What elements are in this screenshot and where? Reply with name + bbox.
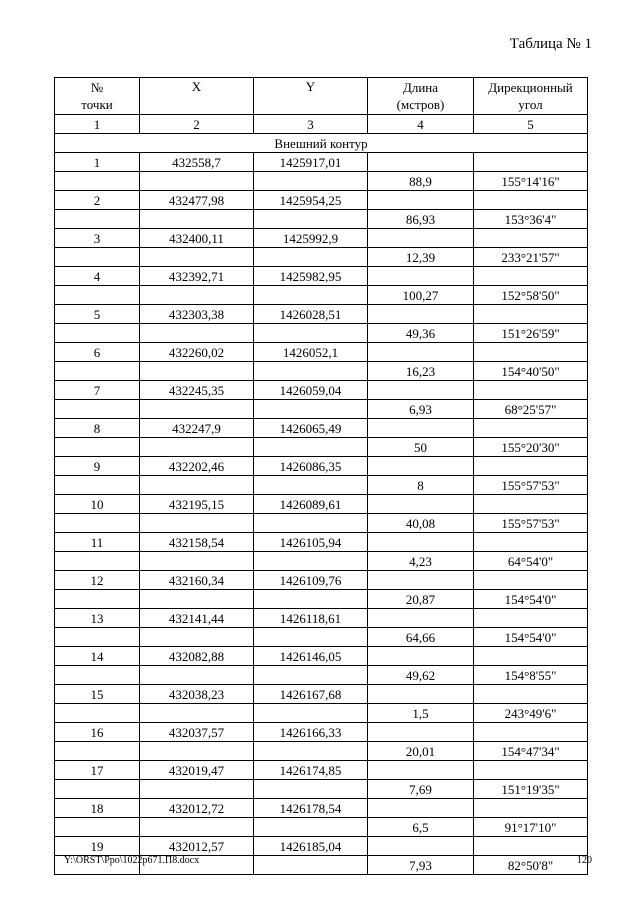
point-number: 1 bbox=[55, 153, 140, 172]
empty-angle bbox=[474, 685, 588, 704]
empty-number bbox=[55, 742, 140, 761]
empty-length bbox=[368, 229, 474, 248]
segment-length: 12,39 bbox=[368, 248, 474, 267]
point-row bbox=[55, 685, 588, 704]
coord-y: 1426166,33 bbox=[254, 723, 368, 742]
empty-x bbox=[140, 248, 254, 267]
empty-angle bbox=[474, 609, 588, 628]
empty-length bbox=[368, 761, 474, 780]
coord-x: 432400,11 bbox=[140, 229, 254, 248]
column-numbers-row bbox=[55, 115, 588, 134]
empty-number bbox=[55, 172, 140, 191]
empty-y bbox=[254, 210, 368, 229]
segment-length: 7,93 bbox=[368, 856, 474, 875]
segment-row bbox=[55, 742, 588, 761]
empty-angle bbox=[474, 191, 588, 210]
segment-angle: 154°40'50" bbox=[474, 362, 588, 381]
point-row bbox=[55, 609, 588, 628]
coord-y: 1426118,61 bbox=[254, 609, 368, 628]
empty-length bbox=[368, 153, 474, 172]
coord-x: 432141,44 bbox=[140, 609, 254, 628]
coord-x: 432245,35 bbox=[140, 381, 254, 400]
point-row bbox=[55, 381, 588, 400]
segment-angle: 154°54'0" bbox=[474, 590, 588, 609]
point-row bbox=[55, 419, 588, 438]
header-row bbox=[55, 78, 588, 115]
segment-length: 4,23 bbox=[368, 552, 474, 571]
empty-length bbox=[368, 419, 474, 438]
coord-y: 1425982,95 bbox=[254, 267, 368, 286]
empty-y bbox=[254, 286, 368, 305]
point-row bbox=[55, 571, 588, 590]
empty-x bbox=[140, 172, 254, 191]
empty-length bbox=[368, 609, 474, 628]
empty-number bbox=[55, 818, 140, 837]
coord-x: 432038,23 bbox=[140, 685, 254, 704]
segment-length: 6,93 bbox=[368, 400, 474, 419]
column-number: 5 bbox=[474, 115, 588, 134]
coordinates-table bbox=[54, 77, 588, 875]
empty-y bbox=[254, 628, 368, 647]
segment-angle: 155°14'16" bbox=[474, 172, 588, 191]
segment-row bbox=[55, 552, 588, 571]
empty-angle bbox=[474, 267, 588, 286]
empty-number bbox=[55, 438, 140, 457]
header-angle bbox=[474, 78, 588, 115]
empty-length bbox=[368, 571, 474, 590]
empty-number bbox=[55, 286, 140, 305]
column-number: 1 bbox=[55, 115, 140, 134]
empty-y bbox=[254, 514, 368, 533]
coord-x: 432019,47 bbox=[140, 761, 254, 780]
empty-number bbox=[55, 590, 140, 609]
section-title: Внешний контур bbox=[55, 134, 588, 153]
empty-y bbox=[254, 552, 368, 571]
segment-row bbox=[55, 400, 588, 419]
segment-angle: 91°17'10" bbox=[474, 818, 588, 837]
empty-y bbox=[254, 704, 368, 723]
empty-x bbox=[140, 552, 254, 571]
empty-length bbox=[368, 533, 474, 552]
empty-angle bbox=[474, 495, 588, 514]
point-number: 4 bbox=[55, 267, 140, 286]
coord-y: 1426146,05 bbox=[254, 647, 368, 666]
empty-y bbox=[254, 400, 368, 419]
segment-angle: 154°54'0" bbox=[474, 628, 588, 647]
point-row bbox=[55, 723, 588, 742]
point-number: 10 bbox=[55, 495, 140, 514]
segment-length: 20,87 bbox=[368, 590, 474, 609]
empty-angle bbox=[474, 799, 588, 818]
point-row bbox=[55, 191, 588, 210]
segment-row bbox=[55, 172, 588, 191]
empty-length bbox=[368, 343, 474, 362]
coord-x: 432202,46 bbox=[140, 457, 254, 476]
point-number: 12 bbox=[55, 571, 140, 590]
coord-y: 1426089,61 bbox=[254, 495, 368, 514]
segment-row bbox=[55, 286, 588, 305]
coord-x: 432012,72 bbox=[140, 799, 254, 818]
point-number: 11 bbox=[55, 533, 140, 552]
empty-y bbox=[254, 856, 368, 875]
empty-x bbox=[140, 438, 254, 457]
segment-angle: 82°50'8" bbox=[474, 856, 588, 875]
empty-y bbox=[254, 818, 368, 837]
point-number: 15 bbox=[55, 685, 140, 704]
point-number: 3 bbox=[55, 229, 140, 248]
coord-y: 1426185,04 bbox=[254, 837, 368, 856]
empty-length bbox=[368, 191, 474, 210]
empty-angle bbox=[474, 533, 588, 552]
empty-number bbox=[55, 362, 140, 381]
empty-number bbox=[55, 400, 140, 419]
point-number: 6 bbox=[55, 343, 140, 362]
coord-x: 432260,02 bbox=[140, 343, 254, 362]
point-row bbox=[55, 343, 588, 362]
column-number: 4 bbox=[368, 115, 474, 134]
empty-length bbox=[368, 685, 474, 704]
point-number: 9 bbox=[55, 457, 140, 476]
coord-x: 432247,9 bbox=[140, 419, 254, 438]
coord-x: 432195,15 bbox=[140, 495, 254, 514]
point-number: 7 bbox=[55, 381, 140, 400]
segment-length: 64,66 bbox=[368, 628, 474, 647]
header-point-number bbox=[55, 78, 140, 115]
point-row bbox=[55, 267, 588, 286]
point-row bbox=[55, 495, 588, 514]
segment-length: 16,23 bbox=[368, 362, 474, 381]
segment-row bbox=[55, 628, 588, 647]
point-number: 19 bbox=[55, 837, 140, 856]
point-number: 14 bbox=[55, 647, 140, 666]
segment-length: 88,9 bbox=[368, 172, 474, 191]
coord-x: 432012,57 bbox=[140, 837, 254, 856]
coord-x: 432082,88 bbox=[140, 647, 254, 666]
empty-number bbox=[55, 780, 140, 799]
coord-y: 1426174,85 bbox=[254, 761, 368, 780]
empty-y bbox=[254, 666, 368, 685]
empty-y bbox=[254, 476, 368, 495]
coord-x: 432160,34 bbox=[140, 571, 254, 590]
empty-length bbox=[368, 495, 474, 514]
empty-x bbox=[140, 324, 254, 343]
empty-length bbox=[368, 799, 474, 818]
point-number: 13 bbox=[55, 609, 140, 628]
coord-y: 1426105,94 bbox=[254, 533, 368, 552]
empty-number bbox=[55, 628, 140, 647]
point-number: 16 bbox=[55, 723, 140, 742]
header-point-number-text: № точки bbox=[81, 80, 113, 112]
empty-y bbox=[254, 438, 368, 457]
segment-angle: 243°49'6" bbox=[474, 704, 588, 723]
empty-x bbox=[140, 666, 254, 685]
header-x bbox=[140, 78, 254, 115]
segment-row bbox=[55, 666, 588, 685]
point-number: 2 bbox=[55, 191, 140, 210]
header-x-text: X bbox=[191, 79, 202, 94]
column-number: 2 bbox=[140, 115, 254, 134]
footer-page-number: 120 bbox=[577, 855, 592, 866]
point-number: 8 bbox=[55, 419, 140, 438]
segment-angle: 152°58'50" bbox=[474, 286, 588, 305]
empty-angle bbox=[474, 419, 588, 438]
empty-y bbox=[254, 780, 368, 799]
empty-x bbox=[140, 362, 254, 381]
empty-number bbox=[55, 666, 140, 685]
segment-angle: 151°19'35" bbox=[474, 780, 588, 799]
point-number: 18 bbox=[55, 799, 140, 818]
empty-number bbox=[55, 248, 140, 267]
empty-length bbox=[368, 381, 474, 400]
coord-x: 432158,54 bbox=[140, 533, 254, 552]
segment-length: 7,69 bbox=[368, 780, 474, 799]
table-title: Таблица № 1 bbox=[509, 36, 592, 52]
header-y-text: Y bbox=[305, 79, 316, 94]
empty-y bbox=[254, 742, 368, 761]
empty-x bbox=[140, 628, 254, 647]
footer-file-path: Y:\ORST\Ppo\1022p671.П8.docx bbox=[64, 855, 200, 866]
segment-row bbox=[55, 324, 588, 343]
coord-x: 432477,98 bbox=[140, 191, 254, 210]
coord-y: 1426052,1 bbox=[254, 343, 368, 362]
empty-angle bbox=[474, 153, 588, 172]
coord-x: 432037,57 bbox=[140, 723, 254, 742]
segment-length: 100,27 bbox=[368, 286, 474, 305]
empty-x bbox=[140, 590, 254, 609]
segment-angle: 154°47'34" bbox=[474, 742, 588, 761]
coord-y: 1426086,35 bbox=[254, 457, 368, 476]
segment-row bbox=[55, 780, 588, 799]
empty-x bbox=[140, 780, 254, 799]
segment-row bbox=[55, 476, 588, 495]
empty-number bbox=[55, 210, 140, 229]
empty-angle bbox=[474, 343, 588, 362]
empty-x bbox=[140, 476, 254, 495]
segment-row bbox=[55, 704, 588, 723]
section-row bbox=[55, 134, 588, 153]
segment-length: 8 bbox=[368, 476, 474, 495]
empty-length bbox=[368, 837, 474, 856]
segment-angle: 155°20'30" bbox=[474, 438, 588, 457]
empty-length bbox=[368, 267, 474, 286]
empty-angle bbox=[474, 381, 588, 400]
empty-number bbox=[55, 552, 140, 571]
empty-angle bbox=[474, 761, 588, 780]
segment-length: 6,5 bbox=[368, 818, 474, 837]
segment-length: 49,62 bbox=[368, 666, 474, 685]
segment-row bbox=[55, 590, 588, 609]
coord-y: 1425992,9 bbox=[254, 229, 368, 248]
empty-x bbox=[140, 400, 254, 419]
coord-y: 1426059,04 bbox=[254, 381, 368, 400]
segment-row bbox=[55, 818, 588, 837]
segment-length: 20,01 bbox=[368, 742, 474, 761]
point-row bbox=[55, 533, 588, 552]
header-y bbox=[254, 78, 368, 115]
empty-y bbox=[254, 172, 368, 191]
segment-length: 50 bbox=[368, 438, 474, 457]
point-row bbox=[55, 457, 588, 476]
empty-number bbox=[55, 476, 140, 495]
empty-angle bbox=[474, 229, 588, 248]
point-row bbox=[55, 229, 588, 248]
empty-y bbox=[254, 590, 368, 609]
empty-x bbox=[140, 514, 254, 533]
empty-x bbox=[140, 818, 254, 837]
segment-angle: 233°21'57" bbox=[474, 248, 588, 267]
point-row bbox=[55, 799, 588, 818]
empty-number bbox=[55, 704, 140, 723]
segment-length: 1,5 bbox=[368, 704, 474, 723]
empty-x bbox=[140, 704, 254, 723]
segment-row bbox=[55, 248, 588, 267]
point-row bbox=[55, 837, 588, 856]
coord-y: 1426178,54 bbox=[254, 799, 368, 818]
empty-y bbox=[254, 324, 368, 343]
empty-x bbox=[140, 742, 254, 761]
coord-y: 1426109,76 bbox=[254, 571, 368, 590]
empty-number bbox=[55, 514, 140, 533]
coord-y: 1426167,68 bbox=[254, 685, 368, 704]
point-row bbox=[55, 761, 588, 780]
coord-y: 1426065,49 bbox=[254, 419, 368, 438]
empty-angle bbox=[474, 305, 588, 324]
coord-y: 1425917,01 bbox=[254, 153, 368, 172]
empty-angle bbox=[474, 837, 588, 856]
segment-angle: 154°8'55" bbox=[474, 666, 588, 685]
empty-y bbox=[254, 362, 368, 381]
empty-angle bbox=[474, 723, 588, 742]
segment-length: 40,08 bbox=[368, 514, 474, 533]
point-row bbox=[55, 647, 588, 666]
header-angle-text: Дирекционный угол bbox=[488, 80, 573, 112]
column-number: 3 bbox=[254, 115, 368, 134]
segment-angle: 153°36'4" bbox=[474, 210, 588, 229]
point-row bbox=[55, 153, 588, 172]
empty-angle bbox=[474, 457, 588, 476]
coord-y: 1425954,25 bbox=[254, 191, 368, 210]
empty-number bbox=[55, 324, 140, 343]
segment-row bbox=[55, 210, 588, 229]
empty-x bbox=[140, 210, 254, 229]
coord-x: 432303,38 bbox=[140, 305, 254, 324]
point-number: 17 bbox=[55, 761, 140, 780]
empty-length bbox=[368, 457, 474, 476]
empty-angle bbox=[474, 571, 588, 590]
point-row bbox=[55, 305, 588, 324]
point-number: 5 bbox=[55, 305, 140, 324]
header-length-text: Длина (мстров) bbox=[396, 80, 445, 112]
segment-length: 86,93 bbox=[368, 210, 474, 229]
segment-angle: 64°54'0" bbox=[474, 552, 588, 571]
segment-angle: 151°26'59" bbox=[474, 324, 588, 343]
segment-row bbox=[55, 438, 588, 457]
coord-y: 1426028,51 bbox=[254, 305, 368, 324]
header-length bbox=[368, 78, 474, 115]
segment-angle: 155°57'53" bbox=[474, 476, 588, 495]
segment-angle: 155°57'53" bbox=[474, 514, 588, 533]
segment-length: 49,36 bbox=[368, 324, 474, 343]
empty-angle bbox=[474, 647, 588, 666]
coord-x: 432558,7 bbox=[140, 153, 254, 172]
coord-x: 432392,71 bbox=[140, 267, 254, 286]
segment-row bbox=[55, 514, 588, 533]
empty-x bbox=[140, 286, 254, 305]
empty-length bbox=[368, 723, 474, 742]
segment-angle: 68°25'57" bbox=[474, 400, 588, 419]
empty-length bbox=[368, 647, 474, 666]
empty-y bbox=[254, 248, 368, 267]
segment-row bbox=[55, 362, 588, 381]
empty-length bbox=[368, 305, 474, 324]
